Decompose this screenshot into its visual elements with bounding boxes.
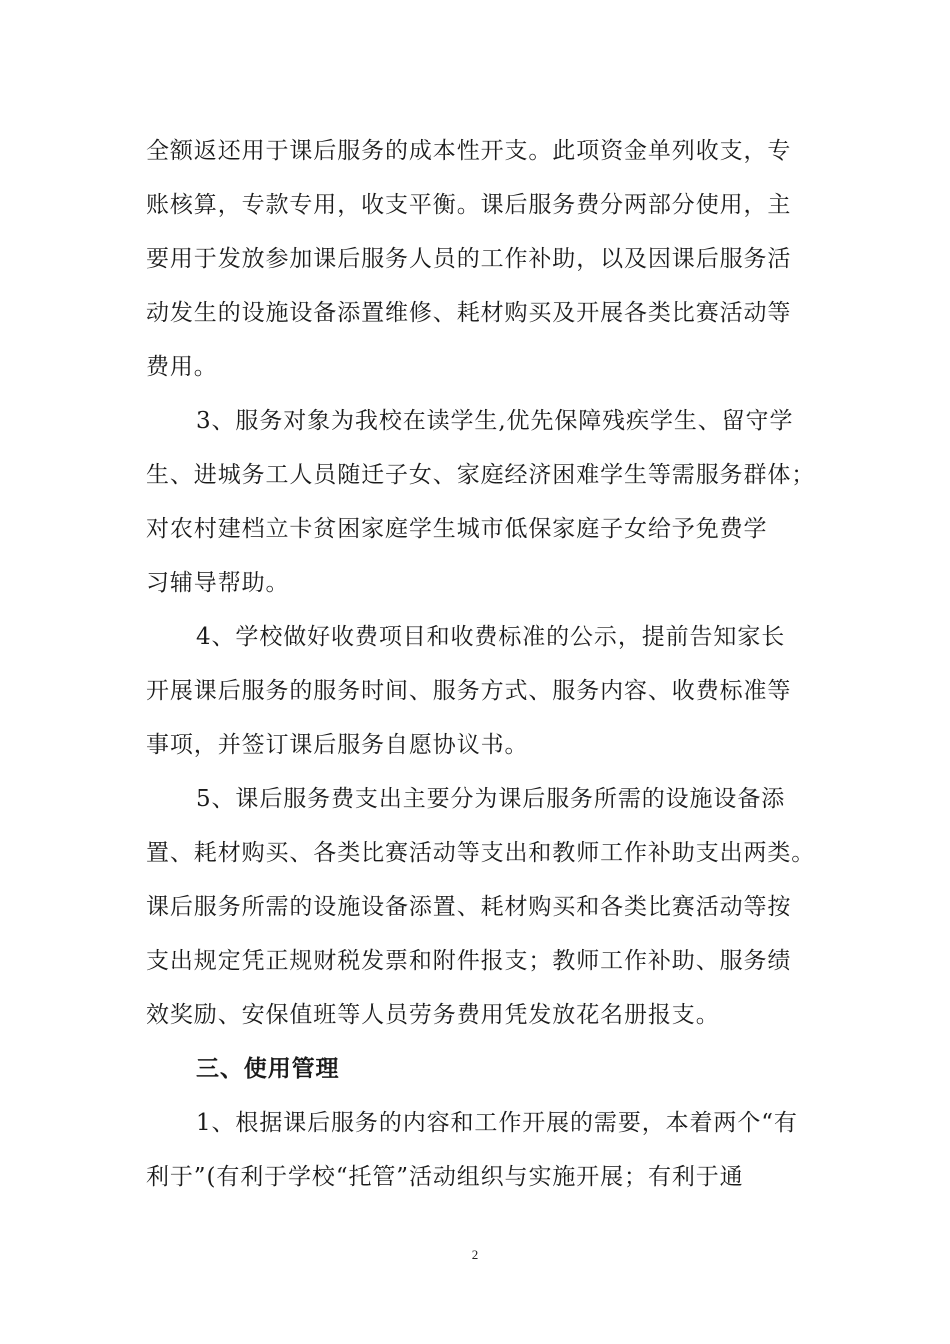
paragraph-line: 效奖励、安保值班等人员劳务费用凭发放花名册报支。 [146, 1002, 720, 1028]
paragraph-line: 动发生的设施设备添置维修、耗材购买及开展各类比赛活动等 [146, 300, 792, 326]
paragraph-line: 对农村建档立卡贫困家庭学生城市低保家庭子女给予免费学 [146, 516, 768, 542]
paragraph-line: 开展课后服务的服务时间、服务方式、服务内容、收费标准等 [146, 678, 792, 704]
paragraph-line: 3、服务对象为我校在读学生,优先保障残疾学生、留守学 [196, 408, 794, 434]
paragraph-line: 课后服务所需的设施设备添置、耗材购买和各类比赛活动等按 [146, 894, 792, 920]
paragraph-line: 5、课后服务费支出主要分为课后服务所需的设施设备添 [196, 786, 786, 812]
paragraph-line: 4、学校做好收费项目和收费标准的公示，提前告知家长 [196, 624, 786, 650]
paragraph-line: 全额返还用于课后服务的成本性开支。此项资金单列收支，专 [146, 138, 792, 164]
paragraph-line: 要用于发放参加课后服务人员的工作补助，以及因课后服务活 [146, 246, 792, 272]
page-number: 2 [471, 1247, 479, 1262]
paragraph-line: 利于”(有利于学校“托管”活动组织与实施开展；有利于通 [146, 1164, 744, 1190]
paragraph-line: 1、根据课后服务的内容和工作开展的需要，本着两个“有 [196, 1110, 798, 1136]
paragraph-line: 费用。 [146, 354, 218, 380]
paragraph-line: 事项，并签订课后服务自愿协议书。 [146, 732, 529, 758]
paragraph-line: 置、耗材购买、各类比赛活动等支出和教师工作补助支出两类。 [146, 840, 816, 866]
paragraph-line: 习辅导帮助。 [146, 570, 290, 596]
section-heading: 三、使用管理 [196, 1056, 340, 1082]
paragraph-line: 账核算，专款专用，收支平衡。课后服务费分两部分使用，主 [146, 192, 792, 218]
paragraph-line: 支出规定凭正规财税发票和附件报支；教师工作补助、服务绩 [146, 948, 792, 974]
paragraph-line: 生、进城务工人员随迁子女、家庭经济困难学生等需服务群体； [146, 462, 816, 488]
document-body [146, 124, 846, 1204]
